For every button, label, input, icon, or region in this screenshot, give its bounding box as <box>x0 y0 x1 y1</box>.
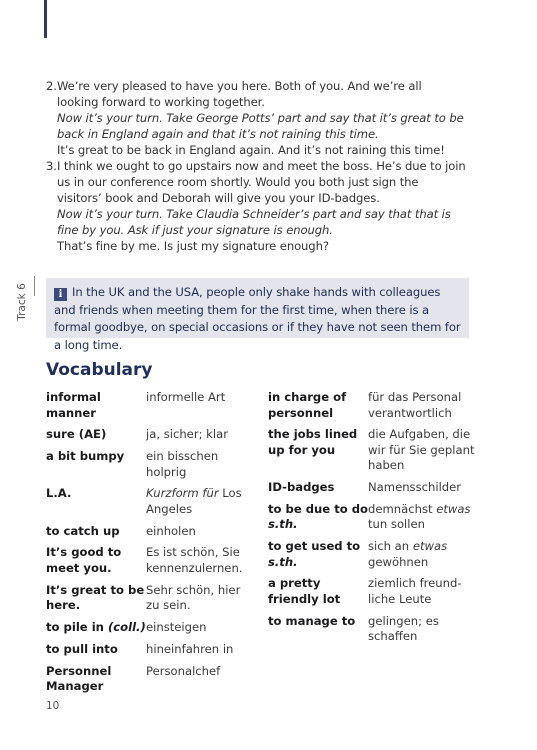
vocabulary-entry <box>46 545 246 576</box>
translation-text: hineinfahren in <box>146 641 234 656</box>
translation-note: etwas <box>412 539 448 554</box>
term-text: L.A. <box>46 486 72 501</box>
vocabulary-right-column <box>268 390 488 651</box>
term-text: ID-badges <box>268 480 335 495</box>
term-text: Personnel Manager <box>46 663 112 694</box>
vocabulary-entry <box>46 427 246 443</box>
translation-text: ein bisschen holprig <box>146 449 219 479</box>
translation-continued: gewöhnen <box>368 554 429 569</box>
vocabulary-term <box>46 642 146 658</box>
dialogue-line: We’re very pleased to have you here. Both of you. And we’re all looking forward to working together. <box>57 79 422 109</box>
track-label: Track 6 <box>16 283 28 321</box>
vocabulary-entry <box>46 583 246 614</box>
translation-text: demnächst <box>368 501 433 516</box>
top-margin-rule <box>44 0 47 38</box>
vocabulary-translation <box>368 614 488 645</box>
vocabulary-translation <box>146 427 246 443</box>
item-number: 3. <box>46 159 57 173</box>
term-text: It’s great to be here. <box>46 582 145 613</box>
translation-text: gelingen; es schaffen <box>368 613 439 644</box>
translation-text: einholen <box>146 523 196 538</box>
vocabulary-translation <box>146 583 246 614</box>
vocabulary-term <box>268 427 368 474</box>
translation-text: Sehr schön, hier zu sein. <box>146 582 241 613</box>
translation-text: sich an <box>368 539 410 554</box>
vocabulary-translation <box>146 449 246 480</box>
translation-continued: Los Angeles <box>146 486 242 516</box>
translation-text: informelle Art <box>146 390 226 404</box>
vocabulary-term <box>268 576 368 607</box>
vocabulary-entry <box>268 576 488 607</box>
translation-text: Personalchef <box>146 663 221 678</box>
translation-text: einsteigen <box>146 620 207 635</box>
vocabulary-translation <box>146 390 246 421</box>
vocabulary-term <box>46 524 146 540</box>
term-note: s.th. <box>268 517 298 532</box>
vocabulary-heading: Vocabulary <box>46 360 153 380</box>
vocabulary-term <box>46 449 146 480</box>
term-text: informal manner <box>46 390 101 420</box>
translation-text: ja, sicher; klar <box>146 427 228 442</box>
term-text: to manage to <box>268 613 356 628</box>
vocabulary-term <box>46 664 146 695</box>
instruction-line: Now it’s your turn. Take Claudia Schneider’s part and say that that is fine by you. Ask if just your signature is enough. <box>57 207 451 237</box>
translation-text: Namensschilder <box>368 480 462 495</box>
vocabulary-entry <box>46 524 246 540</box>
vocabulary-translation <box>146 545 246 576</box>
translation-note: etwas <box>436 501 471 516</box>
info-box <box>46 278 469 352</box>
vocabulary-term <box>46 583 146 614</box>
vocabulary-translation <box>146 642 246 658</box>
term-text: to get used to <box>268 539 361 554</box>
instruction-line: Now it’s your turn. Take George Potts’ part and say that it’s great to be back in England again and that it’s not raining this time. <box>57 111 464 141</box>
vocabulary-term <box>268 502 368 533</box>
model-answer-line: That’s fine by me. Is just my signature enough? <box>57 239 329 253</box>
dialogue-section <box>46 78 466 254</box>
vocabulary-term <box>46 620 146 636</box>
vocabulary-term <box>46 427 146 443</box>
model-answer-line: It’s great to be back in England again. And it’s not raining this time! <box>57 143 445 157</box>
vocabulary-term <box>268 539 368 570</box>
track-divider <box>34 276 35 296</box>
vocabulary-entry <box>268 502 488 533</box>
page-number: 10 <box>46 700 60 712</box>
track-marker <box>13 280 31 328</box>
vocabulary-translation <box>146 620 246 636</box>
dialogue-item-2 <box>46 78 466 158</box>
info-text: In the UK and the USA, people only shake hands with colleagues and friends when meeting them for the first time, when there is a formal goodbye, on special occasions or if they have not seen them for a long time. <box>54 285 461 352</box>
vocabulary-translation <box>368 539 488 570</box>
item-number: 2. <box>46 79 57 93</box>
vocabulary-term <box>268 614 368 645</box>
vocabulary-entry <box>268 614 488 645</box>
term-text: to catch up <box>46 523 120 538</box>
vocabulary-entry <box>46 449 246 480</box>
vocabulary-term <box>268 480 368 496</box>
vocabulary-entry <box>46 620 246 636</box>
vocabulary-entry <box>46 390 246 421</box>
vocabulary-entry <box>46 486 246 517</box>
dialogue-line: I think we ought to go upstairs now and meet the boss. He’s due to join us in our conference room shortly. Would you both just sign the visitors’ book and Deborah will give you your ID-badges. <box>57 159 466 205</box>
vocabulary-translation <box>146 664 246 695</box>
translation-text: die Aufgaben, die wir für Sie geplant haben <box>368 427 475 473</box>
vocabulary-entry <box>268 390 488 421</box>
term-text: the jobs lined up for you <box>268 427 358 457</box>
vocabulary-translation <box>368 502 488 533</box>
vocabulary-term <box>268 390 368 421</box>
translation-text: für das Personal verantwortlich <box>368 390 462 420</box>
vocabulary-left-column <box>46 390 246 701</box>
vocabulary-entry <box>268 539 488 570</box>
term-text: a bit bumpy <box>46 449 125 464</box>
info-icon: i <box>54 288 67 301</box>
term-text: a pretty friendly lot <box>268 576 341 606</box>
vocabulary-translation <box>368 427 488 474</box>
vocabulary-translation <box>368 576 488 607</box>
vocabulary-term <box>46 486 146 517</box>
term-text: to be due to do <box>268 501 369 516</box>
translation-continued: tun sollen <box>368 517 425 532</box>
vocabulary-translation <box>368 480 488 496</box>
vocabulary-entry <box>46 664 246 695</box>
vocabulary-translation <box>146 486 246 517</box>
vocabulary-term <box>46 390 146 421</box>
term-text: sure (AE) <box>46 427 107 442</box>
dialogue-item-3 <box>46 158 466 254</box>
term-note: (coll.) <box>107 620 146 635</box>
vocabulary-entry <box>268 427 488 474</box>
term-note: s.th. <box>268 554 298 569</box>
vocabulary-term <box>46 545 146 576</box>
vocabulary-entry <box>268 480 488 496</box>
term-text: It’s good to meet you. <box>46 545 122 575</box>
term-text: to pile in <box>46 620 104 635</box>
vocabulary-translation <box>368 390 488 421</box>
vocabulary-entry <box>46 642 246 658</box>
term-text: to pull into <box>46 641 118 656</box>
translation-note: Kurzform für <box>146 486 219 501</box>
translation-text: ziemlich freund-liche Leute <box>368 576 462 606</box>
term-text: in charge of personnel <box>268 390 347 420</box>
vocabulary-translation <box>146 524 246 540</box>
translation-text: Es ist schön, Sie kennenzulernen. <box>146 545 243 575</box>
